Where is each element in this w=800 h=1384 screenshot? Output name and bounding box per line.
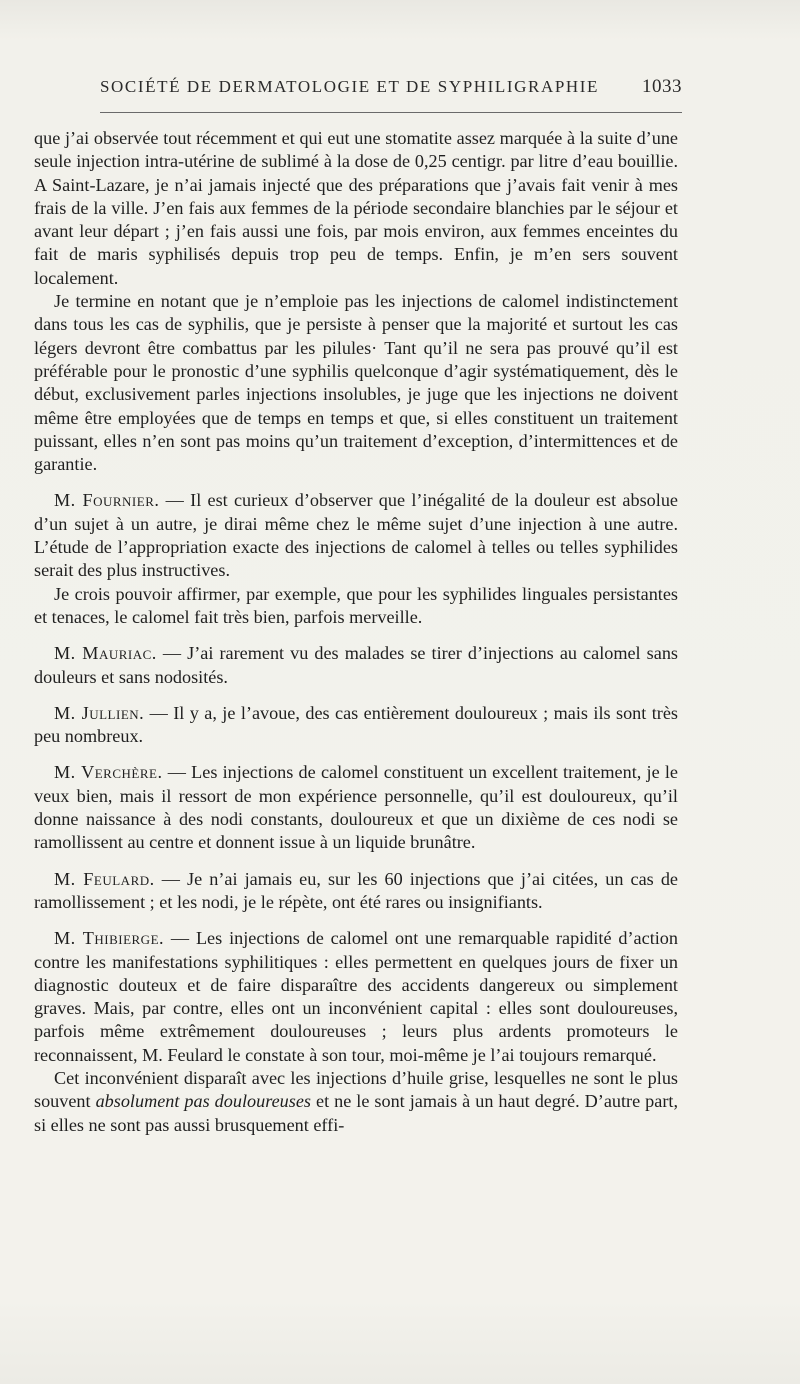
paragraph-verchere: M. Verchère. — Les injections de calomel constituent un excellent traitement, je le veux bien, mais il ressort de mon expérience personnelle, qu’il est douloureux, qu’il donne naissance à des nodi constants, douloureux et que un dixième de ces nodi se ramollissent au centre et donnent issue à un liquide brunâtre. — [34, 762, 678, 853]
speaker-name: M. Mauriac. — [54, 643, 157, 664]
paragraph-thibierge: M. Thibierge. — Les injections de calomel ont une remarquable rapidité d’action contre les manifestations syphilitiques : elles permettent en quelques jours de fixer un diagnostic douteux et de faire disparaître des accidents dangereux ou simplement graves. Mais, par contre, elles ont un inconvénient capital : elles sont douloureuses, parfois même extrêmement douloureuses ; leurs plus ardents promoteurs le reconnaissent, M. Feulard le constate à son tour, moi-même je l’ai toujours remarqué. — [34, 928, 678, 1065]
running-title: SOCIÉTÉ DE DERMATOLOGIE ET DE SYPHILIGRAPHIE — [100, 77, 600, 96]
paragraph: Cet inconvénient disparaît avec les injections d’huile grise, lesquelles ne sont le plus souvent absolument pas douloureuses et ne le sont jamais à un haut degré. D’autre part, si elles ne sont pas aussi brusquement effi- — [34, 1067, 678, 1135]
paragraph-jullien: M. Jullien. — Il y a, je l’avoue, des cas entièrement douloureux ; mais ils sont très peu nombreux. — [34, 702, 679, 747]
speaker-name: M. Jullien. — [54, 702, 145, 723]
body-text — [34, 127, 678, 1137]
paragraph-fournier: M. Fournier. — Il est curieux d’observer que l’inégalité de la douleur est absolue d’un sujet à un autre, je dirai même chez le même sujet d’une injection à une autre. L’étude de l’appropriation exacte des injections de calomel à telles ou telles syphilides serait des plus instructives. — [34, 490, 678, 581]
speaker-name: M. Feulard. — [54, 868, 155, 889]
header-rule — [100, 112, 682, 113]
paragraph: Je crois pouvoir affirmer, par exemple, que pour les syphilides linguales persistantes et tenaces, le calomel fait très bien, parfois merveille. — [34, 583, 678, 627]
paragraph: Je termine en notant que je n’emploie pas les injections de calomel indistinctement dans tous les cas de syphilis, que je persiste à penser que la majorité et surtout les cas légers devront être combattus par les pilules· Tant qu’il ne sera pas prouvé qu’il est préférable pour le pronostic d’une syphilis quelconque d’agir systématiquement, dès le début, exclusivement parles injections insolubles, je juge que les injections ne doivent même être employées que de temps en temps et que, si elles constituent un traitement puissant, elles n’en sont pas moins qu’un traitement d’exception, d’intermittences et de garantie. — [34, 291, 678, 475]
speaker-name: M. Thibierge. — [54, 928, 165, 949]
paragraph: que j’ai observée tout récemment et qui eut une stomatite assez marquée à la suite d’une seule injection intra-utérine de sublimé à la dose de 0,25 centigr. par litre d’eau bouillie. A Saint-Lazare, je n’ai jamais injecté que des préparations que j’avais fait venir à mes frais de la ville. J’en fais aux femmes de la période secondaire blanchies par le séjour et avant leur départ ; j’en fais aussi une fois, par mois environ, aux femmes enceintes du fait de maris syphilisés depuis trop peu de temps. Enfin, je m’en sers souvent localement. — [34, 128, 678, 288]
running-header — [100, 76, 682, 98]
page-number: 1033 — [642, 76, 682, 97]
emphasis-text: absolument pas douloureuses — [95, 1091, 312, 1112]
paragraph-mauriac: M. Mauriac. — J’ai rarement vu des malades se tirer d’injections au calomel sans douleurs et sans nodosités. — [34, 643, 678, 687]
paragraph-feulard: M. Feulard. — Je n’ai jamais eu, sur les 60 injections que j’ai citées, un cas de ramollissement ; et les nodi, je le répète, ont été rares ou insignifiants. — [34, 868, 678, 912]
speaker-name: M. Verchère. — [54, 762, 163, 783]
speaker-name: M. Fournier. — [54, 490, 160, 511]
